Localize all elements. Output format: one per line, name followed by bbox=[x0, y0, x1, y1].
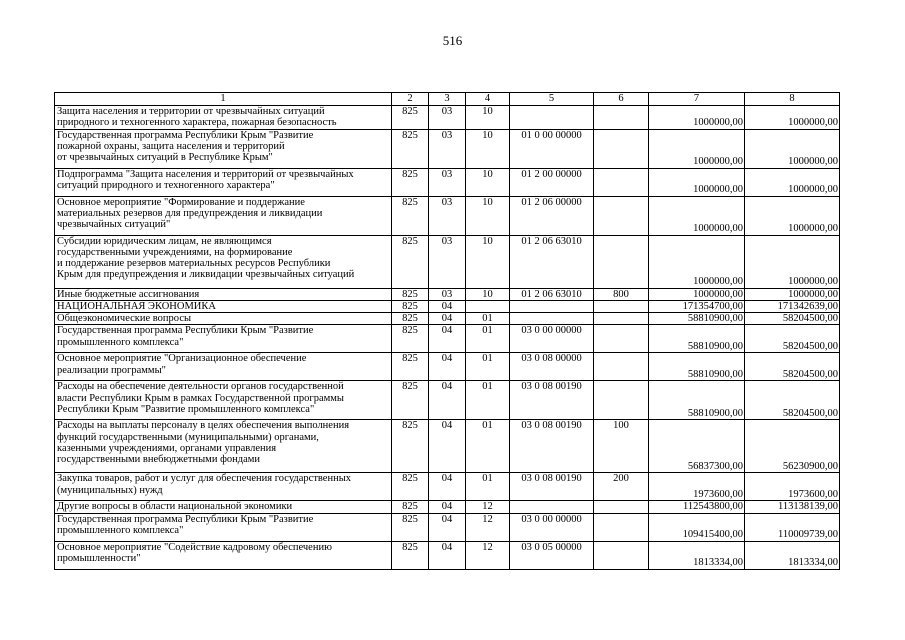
description-line: ситуаций природного и техногенного характера" bbox=[57, 179, 275, 191]
row-description bbox=[55, 129, 392, 168]
row-description bbox=[55, 235, 392, 288]
expense-type-code bbox=[594, 300, 649, 312]
amount-year-1: 1000000,00 bbox=[649, 168, 745, 196]
description-line: функций государственными (муниципальными) органами, bbox=[57, 431, 319, 443]
target-item-code: 03 0 08 00190 bbox=[510, 473, 594, 501]
amount-year-1: 1000000,00 bbox=[649, 129, 745, 168]
amount-year-2: 1000000,00 bbox=[745, 196, 840, 235]
table-row bbox=[55, 381, 840, 420]
description-line: Расходы на выплаты персоналу в целях обеспечения выполнения bbox=[57, 420, 350, 432]
expense-type-code bbox=[594, 196, 649, 235]
row-description bbox=[55, 353, 392, 381]
admin-code: 825 bbox=[392, 313, 429, 325]
target-item-code: 03 0 08 00000 bbox=[510, 353, 594, 381]
subsection-code: 01 bbox=[466, 473, 510, 501]
description-line: чрезвычайных ситуаций" bbox=[57, 219, 171, 231]
admin-code: 825 bbox=[392, 300, 429, 312]
subsection-code: 01 bbox=[466, 353, 510, 381]
description-line: и поддержание резервов материальных ресурсов Республики bbox=[57, 258, 331, 270]
amount-year-1: 1973600,00 bbox=[649, 473, 745, 501]
amount-year-2: 1000000,00 bbox=[745, 168, 840, 196]
description-line: Государственная программа Республики Крым "Развитие bbox=[57, 129, 314, 141]
admin-code: 825 bbox=[392, 235, 429, 288]
page-number: 516 bbox=[442, 33, 463, 48]
target-item-code: 03 0 05 00000 bbox=[510, 541, 594, 569]
table-row bbox=[55, 235, 840, 288]
expense-type-code bbox=[594, 129, 649, 168]
description-line: Защита населения и территории от чрезвычайных ситуаций bbox=[57, 106, 325, 117]
description-line: материальных резервов для предупреждения и ликвидации bbox=[57, 207, 323, 219]
amount-year-1: 112543800,00 bbox=[649, 501, 745, 513]
section-code: 04 bbox=[429, 325, 466, 353]
table-body bbox=[55, 106, 840, 570]
budget-table bbox=[54, 92, 840, 570]
amount-year-1: 109415400,00 bbox=[649, 513, 745, 541]
description-line: Расходы на обеспечение деятельности органов государственной bbox=[57, 381, 344, 393]
section-code: 03 bbox=[429, 129, 466, 168]
amount-year-2: 1000000,00 bbox=[745, 288, 840, 300]
amount-year-1: 1000000,00 bbox=[649, 196, 745, 235]
table-row bbox=[55, 501, 840, 513]
row-description bbox=[55, 381, 392, 420]
section-code: 04 bbox=[429, 473, 466, 501]
description-line: реализации программы" bbox=[57, 364, 166, 376]
target-item-code bbox=[510, 313, 594, 325]
amount-year-2: 113138139,00 bbox=[745, 501, 840, 513]
expense-type-code bbox=[594, 313, 649, 325]
section-code: 03 bbox=[429, 168, 466, 196]
subsection-code: 01 bbox=[466, 325, 510, 353]
table-row bbox=[55, 313, 840, 325]
amount-year-2: 110009739,00 bbox=[745, 513, 840, 541]
amount-year-1: 171354700,00 bbox=[649, 300, 745, 312]
expense-type-code: 100 bbox=[594, 420, 649, 473]
subsection-code: 01 bbox=[466, 420, 510, 473]
description-line: Крым для предупреждения и ликвидации чрезвычайных ситуаций bbox=[57, 269, 355, 281]
table-row bbox=[55, 106, 840, 130]
row-description bbox=[55, 106, 392, 130]
description-line: НАЦИОНАЛЬНАЯ ЭКОНОМИКА bbox=[57, 300, 216, 312]
table-row bbox=[55, 129, 840, 168]
description-line: природного и техногенного характера, пожарная безопасность bbox=[57, 117, 337, 129]
amount-year-1: 1000000,00 bbox=[649, 288, 745, 300]
description-line: пожарной охраны, защита населения и территорий bbox=[57, 140, 285, 152]
admin-code: 825 bbox=[392, 353, 429, 381]
amount-year-2: 58204500,00 bbox=[745, 381, 840, 420]
subsection-code: 12 bbox=[466, 501, 510, 513]
header-cell-4: 4 bbox=[466, 93, 510, 106]
subsection-code: 12 bbox=[466, 513, 510, 541]
section-code: 04 bbox=[429, 501, 466, 513]
description-line: Республики Крым "Развитие промышленного комплекса" bbox=[57, 404, 315, 416]
amount-year-2: 1973600,00 bbox=[745, 473, 840, 501]
description-line: Основное мероприятие "Формирование и поддержание bbox=[57, 196, 305, 208]
section-code: 04 bbox=[429, 381, 466, 420]
description-line: промышленности" bbox=[57, 553, 141, 565]
table-row bbox=[55, 541, 840, 569]
target-item-code bbox=[510, 106, 594, 130]
amount-year-2: 1000000,00 bbox=[745, 106, 840, 130]
target-item-code: 01 0 00 00000 bbox=[510, 129, 594, 168]
admin-code: 825 bbox=[392, 168, 429, 196]
description-line: государственными учреждениями, на формирование bbox=[57, 246, 293, 258]
admin-code: 825 bbox=[392, 196, 429, 235]
table-row bbox=[55, 196, 840, 235]
description-line: Иные бюджетные ассигнования bbox=[57, 288, 200, 300]
expense-type-code bbox=[594, 325, 649, 353]
description-line: Субсидии юридическим лицам, не являющимся bbox=[57, 235, 272, 247]
description-line: промышленного комплекса" bbox=[57, 336, 184, 348]
description-line: от чрезвычайных ситуаций в Республике Крым" bbox=[57, 152, 273, 164]
target-item-code: 01 2 06 63010 bbox=[510, 235, 594, 288]
section-code: 04 bbox=[429, 541, 466, 569]
amount-year-2: 56230900,00 bbox=[745, 420, 840, 473]
table-row bbox=[55, 288, 840, 300]
table-row bbox=[55, 300, 840, 312]
table-row bbox=[55, 513, 840, 541]
subsection-code bbox=[466, 300, 510, 312]
amount-year-1: 1000000,00 bbox=[649, 106, 745, 130]
header-row bbox=[55, 93, 840, 106]
section-code: 04 bbox=[429, 313, 466, 325]
target-item-code: 01 2 06 63010 bbox=[510, 288, 594, 300]
row-description bbox=[55, 513, 392, 541]
amount-year-2: 58204500,00 bbox=[745, 313, 840, 325]
description-line: Основное мероприятие "Организационное обеспечение bbox=[57, 353, 307, 365]
header-cell-1: 1 bbox=[55, 93, 392, 106]
subsection-code: 01 bbox=[466, 381, 510, 420]
header-cell-8: 8 bbox=[745, 93, 840, 106]
description-line: Государственная программа Республики Крым "Развитие bbox=[57, 325, 314, 337]
admin-code: 825 bbox=[392, 541, 429, 569]
expense-type-code: 800 bbox=[594, 288, 649, 300]
table-row bbox=[55, 168, 840, 196]
header-cell-3: 3 bbox=[429, 93, 466, 106]
amount-year-2: 58204500,00 bbox=[745, 353, 840, 381]
target-item-code bbox=[510, 501, 594, 513]
row-description bbox=[55, 501, 392, 513]
header-cell-5: 5 bbox=[510, 93, 594, 106]
section-code: 04 bbox=[429, 420, 466, 473]
description-line: промышленного комплекса" bbox=[57, 525, 184, 537]
table-row bbox=[55, 325, 840, 353]
subsection-code: 10 bbox=[466, 106, 510, 130]
section-code: 04 bbox=[429, 513, 466, 541]
subsection-code: 01 bbox=[466, 313, 510, 325]
description-line: Подпрограмма "Защита населения и территорий от чрезвычайных bbox=[57, 168, 354, 180]
table-row bbox=[55, 473, 840, 501]
target-item-code: 03 0 08 00190 bbox=[510, 420, 594, 473]
description-line: (муниципальных) нужд bbox=[57, 484, 163, 496]
subsection-code: 10 bbox=[466, 129, 510, 168]
expense-type-code bbox=[594, 235, 649, 288]
row-description bbox=[55, 168, 392, 196]
amount-year-2: 171342639,00 bbox=[745, 300, 840, 312]
header-cell-6: 6 bbox=[594, 93, 649, 106]
section-code: 03 bbox=[429, 196, 466, 235]
amount-year-1: 1000000,00 bbox=[649, 235, 745, 288]
amount-year-1: 56837300,00 bbox=[649, 420, 745, 473]
amount-year-2: 1813334,00 bbox=[745, 541, 840, 569]
expense-type-code bbox=[594, 106, 649, 130]
header-cell-2: 2 bbox=[392, 93, 429, 106]
amount-year-1: 58810900,00 bbox=[649, 381, 745, 420]
description-line: Другие вопросы в области национальной экономики bbox=[57, 501, 293, 513]
amount-year-1: 58810900,00 bbox=[649, 325, 745, 353]
admin-code: 825 bbox=[392, 420, 429, 473]
amount-year-2: 58204500,00 bbox=[745, 325, 840, 353]
row-description bbox=[55, 288, 392, 300]
table-row bbox=[55, 353, 840, 381]
description-line: Закупка товаров, работ и услуг для обеспечения государственных bbox=[57, 473, 352, 485]
admin-code: 825 bbox=[392, 106, 429, 130]
target-item-code: 03 0 08 00190 bbox=[510, 381, 594, 420]
section-code: 03 bbox=[429, 235, 466, 288]
row-description bbox=[55, 541, 392, 569]
description-line: Общеэкономические вопросы bbox=[57, 313, 192, 325]
description-line: государственными внебюджетными фондами bbox=[57, 454, 261, 466]
target-item-code: 01 2 00 00000 bbox=[510, 168, 594, 196]
admin-code: 825 bbox=[392, 325, 429, 353]
row-description bbox=[55, 420, 392, 473]
target-item-code: 03 0 00 00000 bbox=[510, 325, 594, 353]
target-item-code: 01 2 06 00000 bbox=[510, 196, 594, 235]
row-description bbox=[55, 313, 392, 325]
admin-code: 825 bbox=[392, 473, 429, 501]
amount-year-2: 1000000,00 bbox=[745, 235, 840, 288]
row-description bbox=[55, 196, 392, 235]
subsection-code: 10 bbox=[466, 288, 510, 300]
table-row bbox=[55, 420, 840, 473]
section-code: 04 bbox=[429, 353, 466, 381]
admin-code: 825 bbox=[392, 501, 429, 513]
target-item-code: 03 0 00 00000 bbox=[510, 513, 594, 541]
admin-code: 825 bbox=[392, 129, 429, 168]
admin-code: 825 bbox=[392, 513, 429, 541]
target-item-code bbox=[510, 300, 594, 312]
subsection-code: 12 bbox=[466, 541, 510, 569]
expense-type-code bbox=[594, 513, 649, 541]
amount-year-1: 1813334,00 bbox=[649, 541, 745, 569]
subsection-code: 10 bbox=[466, 168, 510, 196]
description-line: власти Республики Крым в рамках Государственной программы bbox=[57, 392, 344, 404]
description-line: казенными учреждениями, органами управления bbox=[57, 443, 277, 455]
amount-year-1: 58810900,00 bbox=[649, 313, 745, 325]
expense-type-code bbox=[594, 353, 649, 381]
description-line: Основное мероприятие "Содействие кадровому обеспечению bbox=[57, 541, 332, 553]
amount-year-1: 58810900,00 bbox=[649, 353, 745, 381]
expense-type-code bbox=[594, 168, 649, 196]
section-code: 03 bbox=[429, 288, 466, 300]
subsection-code: 10 bbox=[466, 196, 510, 235]
expense-type-code bbox=[594, 541, 649, 569]
subsection-code: 10 bbox=[466, 235, 510, 288]
section-code: 03 bbox=[429, 106, 466, 130]
header-cell-7: 7 bbox=[649, 93, 745, 106]
admin-code: 825 bbox=[392, 381, 429, 420]
amount-year-2: 1000000,00 bbox=[745, 129, 840, 168]
table-header bbox=[55, 93, 840, 106]
section-code: 04 bbox=[429, 300, 466, 312]
expense-type-code bbox=[594, 501, 649, 513]
row-description bbox=[55, 325, 392, 353]
description-line: Государственная программа Республики Крым "Развитие bbox=[57, 513, 314, 525]
expense-type-code: 200 bbox=[594, 473, 649, 501]
expense-type-code bbox=[594, 381, 649, 420]
row-description bbox=[55, 300, 392, 312]
row-description bbox=[55, 473, 392, 501]
admin-code: 825 bbox=[392, 288, 429, 300]
